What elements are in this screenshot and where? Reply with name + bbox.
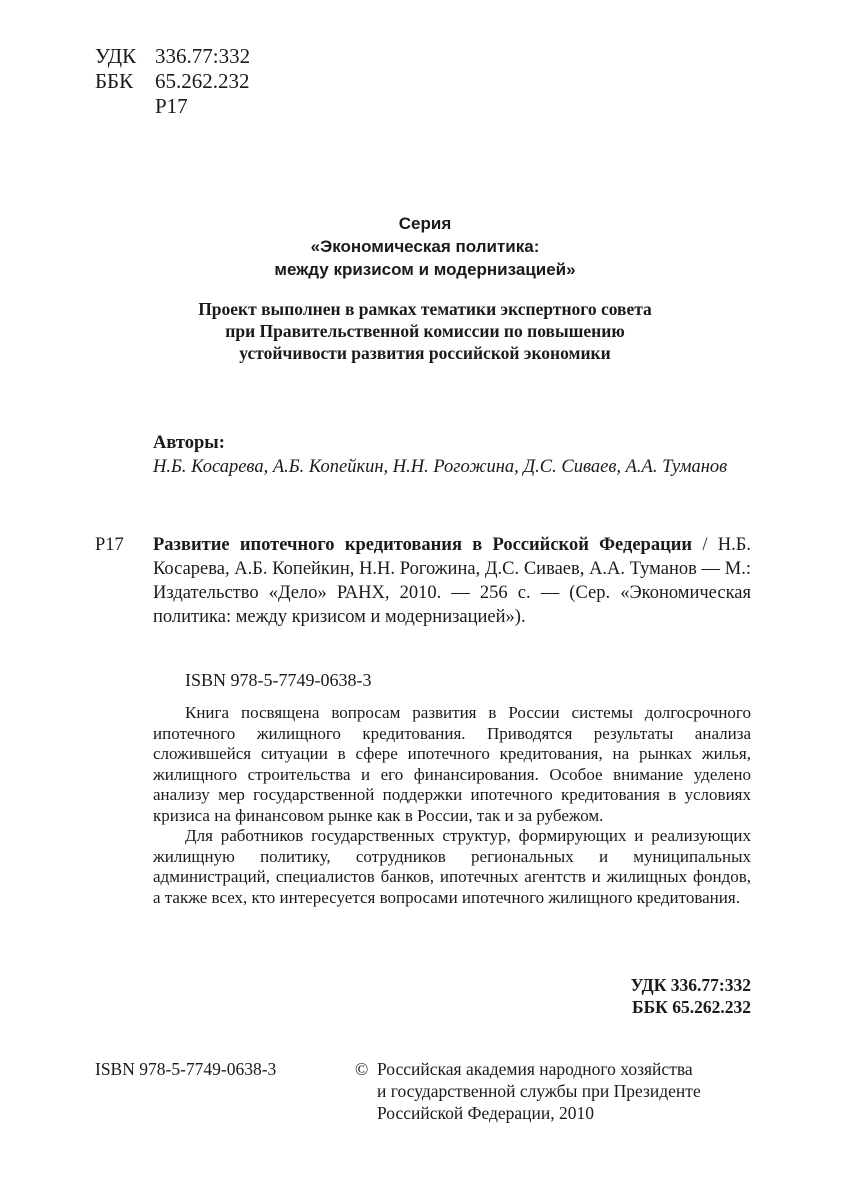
authors-names: Н.Б. Косарева, А.Б. Копейкин, Н.Н. Рогожина, Д.С. Сиваев, А.А. Туманов (153, 457, 728, 477)
isbn-footer: ISBN 978-5-7749-0638-3 (95, 1059, 277, 1079)
bbk-label: ББК (95, 69, 134, 93)
project-line-2: при Правительственной комиссии по повышению (225, 321, 625, 341)
annotation-paragraph-2: Для работников государственных структур, формирующих и реализующих жилищную политику, сотрудников региональных и муниципальных администраций, специалистов банков, ипотечных агентств и жилищных фондов, а также всех, кто интересуется вопросами ипотечного жилищного кредитования. (153, 826, 751, 907)
udk-label: УДК (95, 44, 137, 68)
copyright-line-3: Российской Федерации, 2010 (377, 1103, 595, 1123)
book-title: Развитие ипотечного кредитования в Российской Федерации (153, 535, 693, 555)
series-title-line-1: «Экономическая политика: (310, 237, 540, 256)
project-line-3: устойчивости развития российской экономики (239, 343, 611, 363)
bbk-bottom: ББК 65.262.232 (632, 997, 751, 1017)
series-title-line-2: между кризисом и модернизацией» (274, 260, 576, 279)
bibliographic-code: Р17 (95, 535, 124, 555)
bbk-value: 65.262.232 (155, 69, 250, 93)
udk-row (95, 44, 250, 69)
copyright-symbol: © (355, 1059, 369, 1079)
series-label: Серия (398, 214, 452, 233)
project-note (120, 298, 730, 364)
bbk-row (95, 69, 250, 94)
series-block (120, 212, 730, 281)
classification-codes-bottom (631, 974, 751, 1018)
copyright-line-2: и государственной службы при Президенте (377, 1081, 701, 1101)
bibliographic-details: / Н.Б. Косарева, А.Б. Копейкин, Н.Н. Рогожина, Д.С. Сиваев, А.А. Туманов — М.: Издательство «Дело» РАНХ, 2010. — 256 с. — (Сер. «Экономическая политика: между кризисом и модернизацией»). (153, 535, 751, 627)
udk-value: 336.77:332 (155, 44, 251, 68)
authors-block (153, 431, 753, 479)
bibliographic-record (153, 533, 751, 629)
annotation-paragraph-1: Книга посвящена вопросам развития в России системы долгосрочного ипотечного жилищного кредитования. Приводятся результаты анализа сложившейся ситуации в сфере ипотечного кредитования, на рынках жилья, жилищного строительства и его финансирования. Особое внимание уделено анализу мер государственной поддержки ипотечного кредитования в условиях кризиса на финансовом рынке как в России, так и за рубежом. (153, 703, 751, 825)
classification-codes-top (95, 44, 250, 119)
copyright-line-1: Российская академия народного хозяйства (377, 1059, 693, 1079)
project-line-1: Проект выполнен в рамках тематики экспертного совета (198, 299, 652, 319)
author-mark: Р17 (155, 94, 188, 118)
copyright-notice (355, 1058, 755, 1124)
isbn-record: ISBN 978-5-7749-0638-3 (185, 670, 372, 690)
annotation (153, 703, 751, 908)
authors-label: Авторы: (153, 433, 225, 453)
author-mark-row (95, 94, 250, 119)
udk-bottom: УДК 336.77:332 (630, 975, 751, 995)
